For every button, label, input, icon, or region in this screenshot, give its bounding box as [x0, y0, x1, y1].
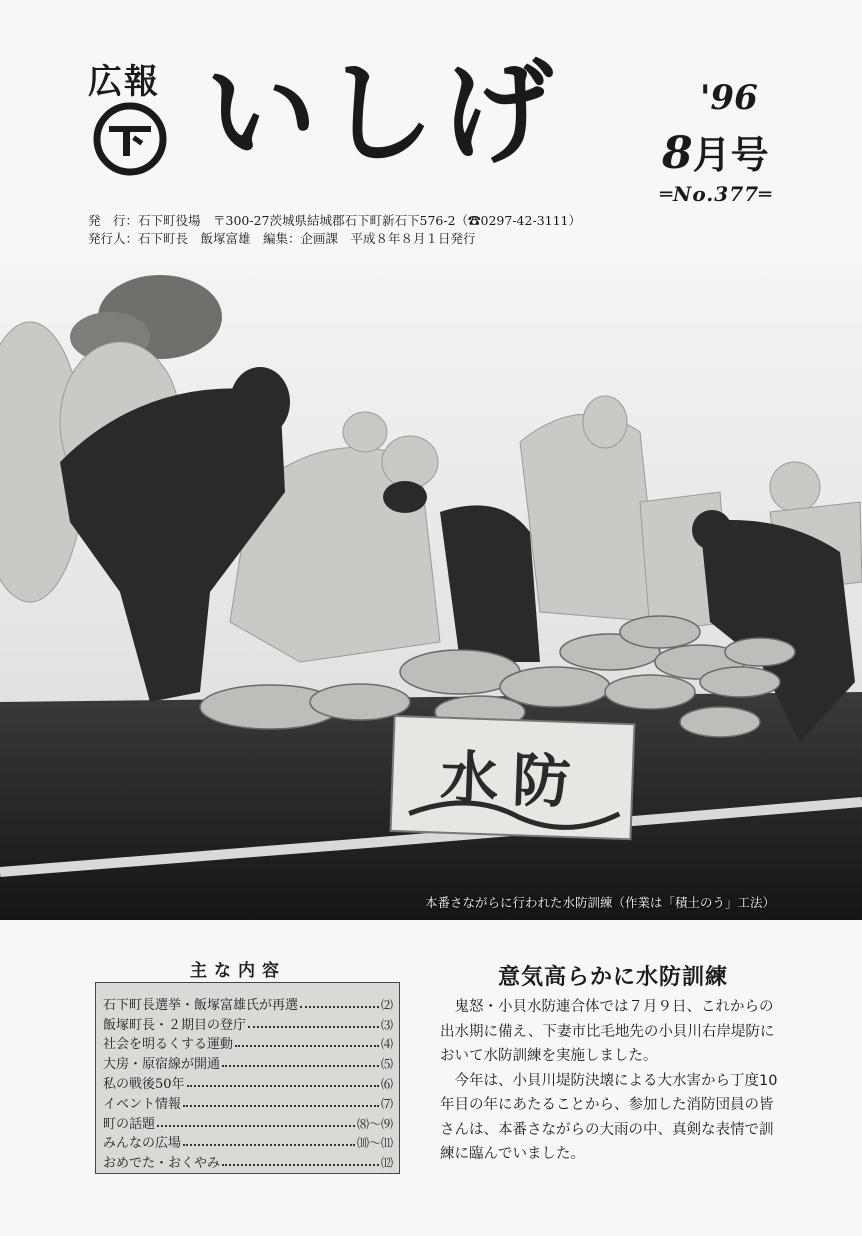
toc-item — [103, 1052, 393, 1072]
toc-item-page: ⑵ — [380, 997, 393, 1012]
toc-item — [103, 1151, 393, 1171]
toc-item-page: ⑺ — [380, 1096, 393, 1111]
toc-item — [103, 1132, 393, 1152]
toc-item-page: ⑽〜⑾ — [356, 1136, 393, 1151]
toc-leader — [183, 1105, 379, 1107]
toc-item-label: 飯塚町長・２期目の登庁 — [103, 1017, 247, 1033]
issue-year: '96 — [700, 78, 758, 118]
publisher-line-2: 発行人：石下町長 飯塚富雄 編集：企画課 平成８年８月１日発行 — [88, 231, 476, 246]
issue-month-suffix: 月号 — [692, 132, 769, 177]
toc-item-label: 社会を明るくする運動 — [103, 1037, 234, 1053]
issue-month — [662, 124, 769, 179]
masthead-kouhou: 広報 — [88, 62, 160, 102]
toc-item-label: 大房・原宿線が開通 — [103, 1057, 221, 1073]
article-paragraph: 鬼怒・小貝水防連合体では７月９日、これからの出水期に備え、下妻市比毛地先の小貝川右岸堤防において水防訓練を実施しました。 — [440, 999, 775, 1064]
toc-item — [103, 993, 393, 1013]
toc-leader — [300, 1006, 379, 1008]
toc-item-label: 石下町長選挙・飯塚富雄氏が再選 — [103, 997, 299, 1013]
toc-item-page: ⑹ — [380, 1076, 393, 1091]
article-headline: 意気高らかに水防訓練 — [498, 965, 729, 990]
issue-month-number: 8 — [662, 128, 693, 179]
toc-leader — [235, 1045, 379, 1047]
toc-item-page: ⑶ — [380, 1017, 393, 1032]
article-body — [440, 995, 780, 1167]
toc-item — [103, 1013, 393, 1033]
toc-leader — [248, 1026, 379, 1028]
cover-photo-illustration — [0, 262, 862, 920]
toc-item-label: おめでた・おくやみ — [103, 1156, 221, 1172]
photo-caption: 本番さながらに行われた水防訓練（作業は「積土のう」工法） — [425, 895, 776, 910]
newsletter-title: いしげ — [205, 48, 559, 179]
toc-leader — [183, 1144, 355, 1146]
toc-item — [103, 1112, 393, 1132]
toc-item — [103, 1072, 393, 1092]
toc-item-page: ⑸ — [380, 1057, 393, 1072]
toc-item-label: 町の話題 — [103, 1116, 156, 1132]
town-logo-icon — [93, 102, 167, 176]
article-paragraph: 今年は、小貝川堤防決壊による大水害から丁度10年目の年にあたることから、参加した消防団員の皆さんは、本番さながらの大雨の中、真剣な表情で訓練に臨んでいました。 — [440, 1072, 778, 1162]
toc-leader — [157, 1125, 355, 1127]
publisher-line-1: 発 行：石下町役場 〒300-27茨城県結城郡石下町新石下576-2（☎0297-42-3111） — [88, 213, 582, 228]
toc-item-label: みんなの広場 — [103, 1136, 182, 1152]
sign-text: 水防 — [439, 743, 586, 817]
table-of-contents — [95, 982, 400, 1174]
contents-title: 主な内容 — [190, 961, 286, 981]
cover-photo — [0, 262, 862, 920]
toc-item-page: ⑿ — [380, 1156, 393, 1171]
toc-leader — [187, 1085, 379, 1087]
toc-leader — [222, 1164, 379, 1166]
toc-item-label: 私の戦後50年 — [103, 1076, 185, 1092]
toc-item-page: ⑷ — [380, 1037, 393, 1052]
toc-item-page: ⑻〜⑼ — [356, 1116, 393, 1131]
issue-number: ═No.377═ — [660, 182, 773, 206]
toc-item — [103, 1092, 393, 1112]
toc-item — [103, 1033, 393, 1053]
toc-leader — [222, 1065, 379, 1067]
toc-item-label: イベント情報 — [103, 1096, 182, 1112]
